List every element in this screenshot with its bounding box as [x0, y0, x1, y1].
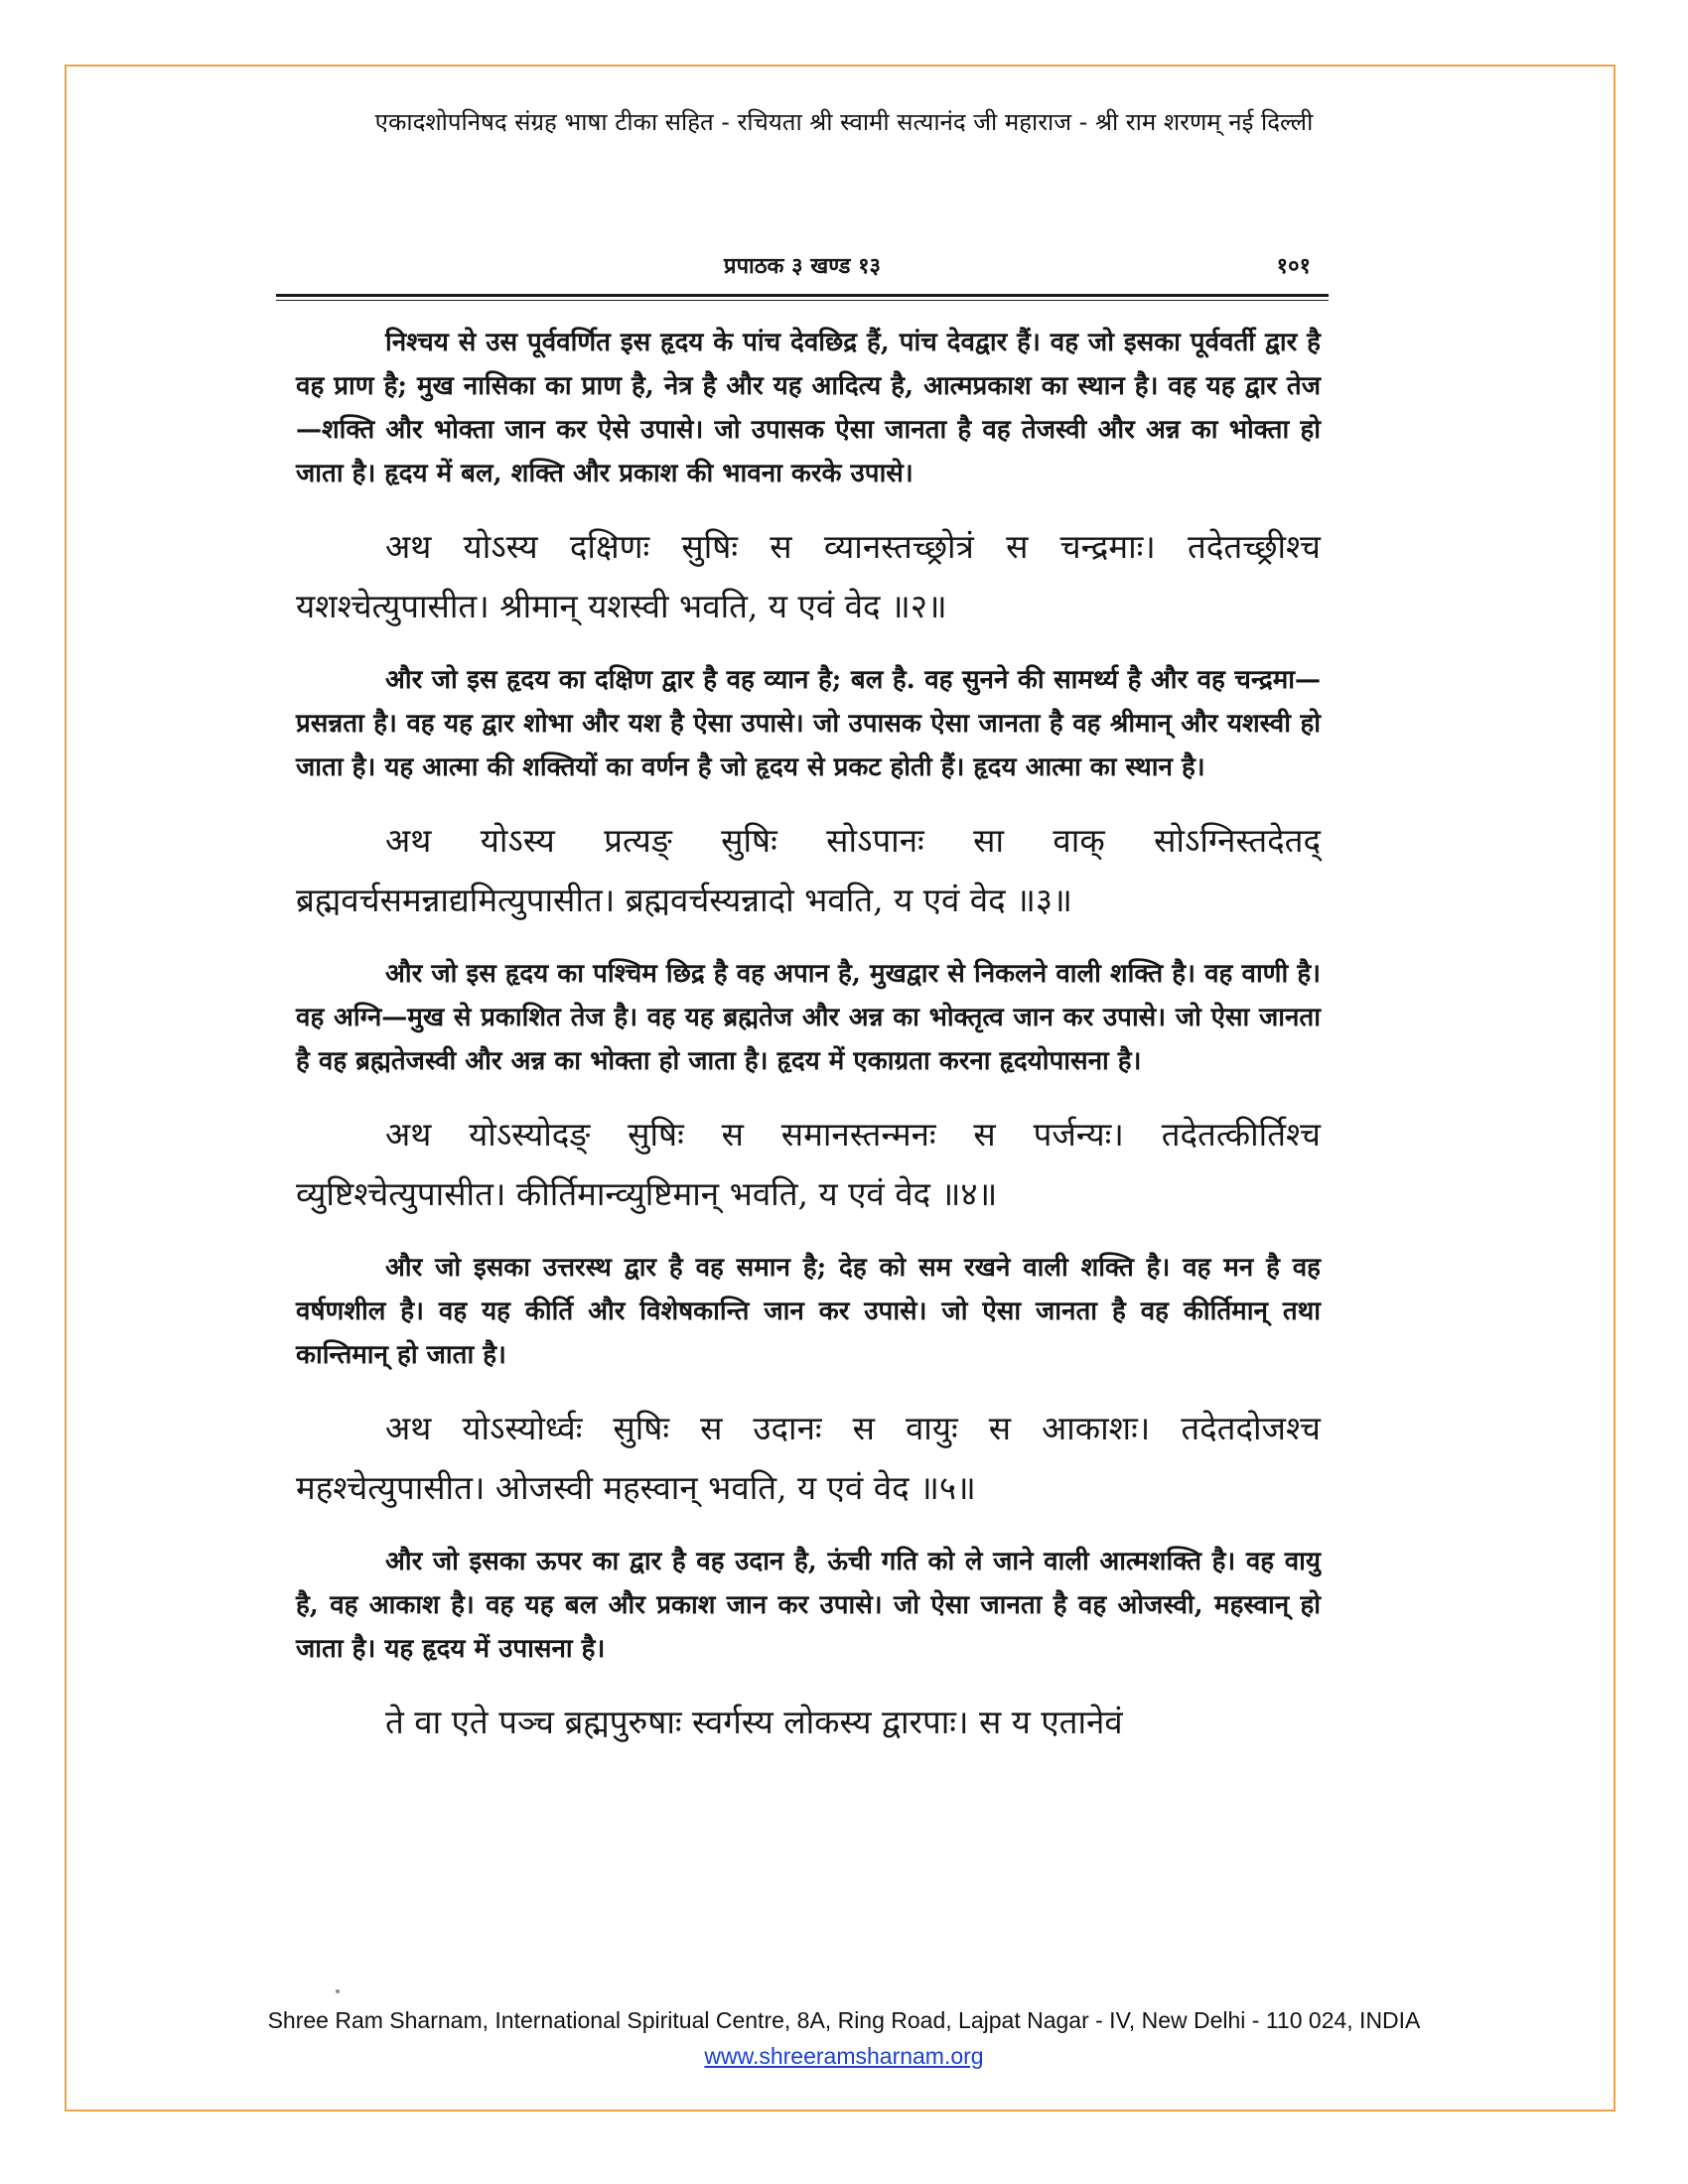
commentary-paragraph: और जो इस हृदय का पश्चिम छिद्र है वह अपान है, मुखद्वार से निकलने वाली शक्ति है। वह वाणी है। वह अग्नि—मुख से प्रकाशित तेज है। वह यह ब्रह्मतेज और अन्न का भोक्तृत्व जान कर उपासे। जो ऐसा जानता है वह ब्रह्मतेजस्वी और अन्न का भोक्ता हो जाता है। हृदय में एकाग्रता करना हृदयोपासना है।: [296, 959, 1321, 1076]
commentary-paragraph: निश्चय से उस पूर्ववर्णित इस हृदय के पांच देवछिद्र हैं, पांच देवद्वार हैं। वह जो इसका पूर्ववर्ती द्वार है वह प्राण है; मुख नासिका का प्राण है, नेत्र है और यह आदित्य है, आत्मप्रकाश का स्थान है। वह यह द्वार तेज—शक्ति और भोक्ता जान कर ऐसे उपासे। जो उपासक ऐसा जानता है वह तेजस्वी और अन्न का भोक्ता हो जाता है। हृदय में बल, शक्ति और प्रकाश की भावना करके उपासे।: [296, 328, 1321, 488]
footer-address: Shree Ram Sharnam, International Spiritual Centre, 8A, Ring Road, Lajpat Nagar - IV, New Delhi - 110 024, INDIA: [267, 2007, 1421, 2033]
sanskrit-verse: अथ योऽस्य प्रत्यङ् सुषिः सोऽपानः सा वाक् सोऽग्निस्तदेतद् ब्रह्मवर्चसमन्नाद्यमित्युपासीत। ब्रह्मवर्चस्यन्नादो भवति, य एवं वेद ॥३॥: [296, 821, 1321, 919]
sanskrit-verse: अथ योऽस्योदङ् सुषिः स समानस्तन्मनः स पर्जन्यः। तदेतत्कीर्तिश्च व्युष्टिश्चेत्युपासीत। कीर्तिमान्व्युष्टिमान् भवति, य एवं वेद ॥४॥: [296, 1115, 1321, 1213]
page-number: १०१: [1276, 253, 1311, 279]
scan-speck: [336, 1989, 340, 1993]
scan-running-head: [276, 238, 1329, 286]
sanskrit-verse: ते वा एते पञ्च ब्रह्मपुरुषाः स्वर्गस्य लोकस्य द्वारपाः। स य एतानेवं: [385, 1703, 1123, 1741]
text-blocks: [276, 321, 1329, 1752]
scanned-page: [276, 238, 1329, 1985]
website-link[interactable]: www.shreeramsharnam.org: [704, 2043, 984, 2069]
page-header-title: एकादशोपनिषद संग्रह भाषा टीका सहित - रचियता श्री स्वामी सत्यानंद जी महाराज - श्री राम शरणम् नई दिल्ली: [374, 108, 1314, 136]
sanskrit-verse: अथ योऽस्योर्ध्वः सुषिः स उदानः स वायुः स आकाशः। तदेतदोजश्च महश्चेत्युपासीत। ओजस्वी महस्वान् भवति, य एवं वेद ॥५॥: [296, 1409, 1321, 1507]
footer-website: [0, 2043, 1688, 2070]
commentary-paragraph: और जो इसका ऊपर का द्वार है वह उदान है, ऊंची गति को ले जाने वाली आत्मशक्ति है। वह वायु है, वह आकाश है। वह यह बल और प्रकाश जान कर उपासे। जो ऐसा जानता है वह ओजस्वी, महस्वान् हो जाता है। यह हृदय में उपासना है।: [296, 1547, 1321, 1664]
commentary-paragraph: और जो इस हृदय का दक्षिण द्वार है वह व्यान है; बल है. वह सुनने की सामर्थ्य है और वह चन्द्रमा—प्रसन्नता है। वह यह द्वार शोभा और यश है ऐसा उपासे। जो उपासक ऐसा जानता है वह श्रीमान् और यशस्वी हो जाता है। यह आत्मा की शक्तियों का वर्णन है जो हृदय से प्रकट होती हैं। हृदय आत्मा का स्थान है।: [296, 665, 1321, 782]
commentary-paragraph: और जो इसका उत्तरस्थ द्वार है वह समान है; देह को सम रखने वाली शक्ति है। वह मन है वह वर्षणशील है। वह यह कीर्ति और विशेषकान्ति जान कर उपासे। जो ऐसा जानता है वह कीर्तिमान् तथा कान्तिमान् हो जाता है।: [296, 1253, 1321, 1370]
chapter-section-label: प्रपाठक ३ खण्ड १३: [724, 253, 881, 279]
header-rule-thin: [276, 300, 1329, 301]
sanskrit-verse: अथ योऽस्य दक्षिणः सुषिः स व्यानस्तच्छ्रोत्रं स चन्द्रमाः। तदेतच्छ्रीश्च यशश्चेत्युपासीत। श्रीमान् यशस्वी भवति, य एवं वेद ॥२॥: [296, 527, 1321, 625]
header-rule-thick: [276, 294, 1329, 297]
